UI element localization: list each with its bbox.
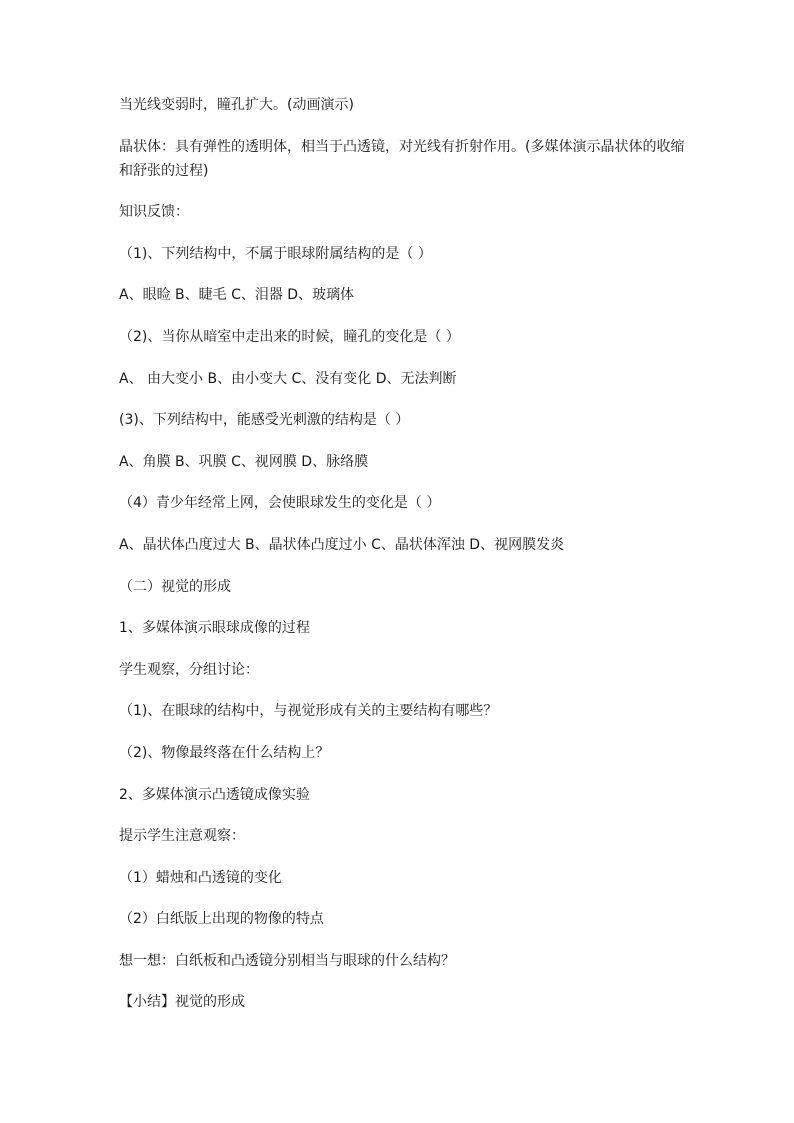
discussion-question-2: （2)、物像最终落在什么结构上？ bbox=[119, 744, 330, 761]
question-2: （2)、当你从暗室中走出来的时候，瞳孔的变化是（ ） bbox=[119, 328, 460, 345]
document-body bbox=[119, 93, 694, 1032]
observation-prompt: 提示学生注意观察： bbox=[119, 828, 245, 845]
section-heading-vision-formation: （二）视觉的形成 bbox=[119, 578, 231, 595]
step-1-imaging-demo: 1、多媒体演示眼球成像的过程 bbox=[119, 620, 310, 637]
step-2-lens-experiment: 2、多媒体演示凸透镜成像实验 bbox=[119, 786, 310, 803]
observation-item-2: （2）白纸版上出现的物像的特点 bbox=[119, 911, 324, 928]
think-question: 想一想：白纸板和凸透镜分别相当与眼球的什么结构？ bbox=[119, 952, 455, 969]
question-4-options: A、晶状体凸度过大 B、晶状体凸度过小 C、晶状体浑浊 D、视网膜发炎 bbox=[119, 536, 565, 553]
question-3: (3)、下列结构中，能感受光刺激的结构是（ ） bbox=[119, 412, 410, 429]
discussion-question-1: （1)、在眼球的结构中，与视觉形成有关的主要结构有哪些？ bbox=[119, 703, 498, 720]
observation-item-1: （1）蜡烛和凸透镜的变化 bbox=[119, 869, 282, 886]
summary-heading: 【小结】视觉的形成 bbox=[119, 994, 245, 1011]
question-3-options: A、角膜 B、巩膜 C、视网膜 D、脉络膜 bbox=[119, 453, 369, 470]
heading-knowledge-feedback: 知识反馈： bbox=[119, 204, 189, 221]
question-1-options: A、眼睑 B、睫毛 C、泪器 D、玻璃体 bbox=[119, 287, 355, 304]
student-discussion-intro: 学生观察，分组讨论： bbox=[119, 661, 259, 678]
paragraph-lens-description: 晶状体：具有弹性的透明体，相当于凸透镜，对光线有折射作用。(多媒体演示晶状体的收缩和舒张的过程) bbox=[119, 138, 685, 179]
question-4: （4）青少年经常上网，会使眼球发生的变化是（ ） bbox=[119, 495, 441, 512]
question-2-options: A、 由大变小 B、由小变大 C、没有变化 D、无法判断 bbox=[119, 370, 457, 387]
paragraph-pupil-dilation: 当光线变弱时，瞳孔扩大。(动画演示) bbox=[119, 97, 354, 113]
question-1: （1)、下列结构中，不属于眼球附属结构的是（ ） bbox=[119, 245, 432, 262]
